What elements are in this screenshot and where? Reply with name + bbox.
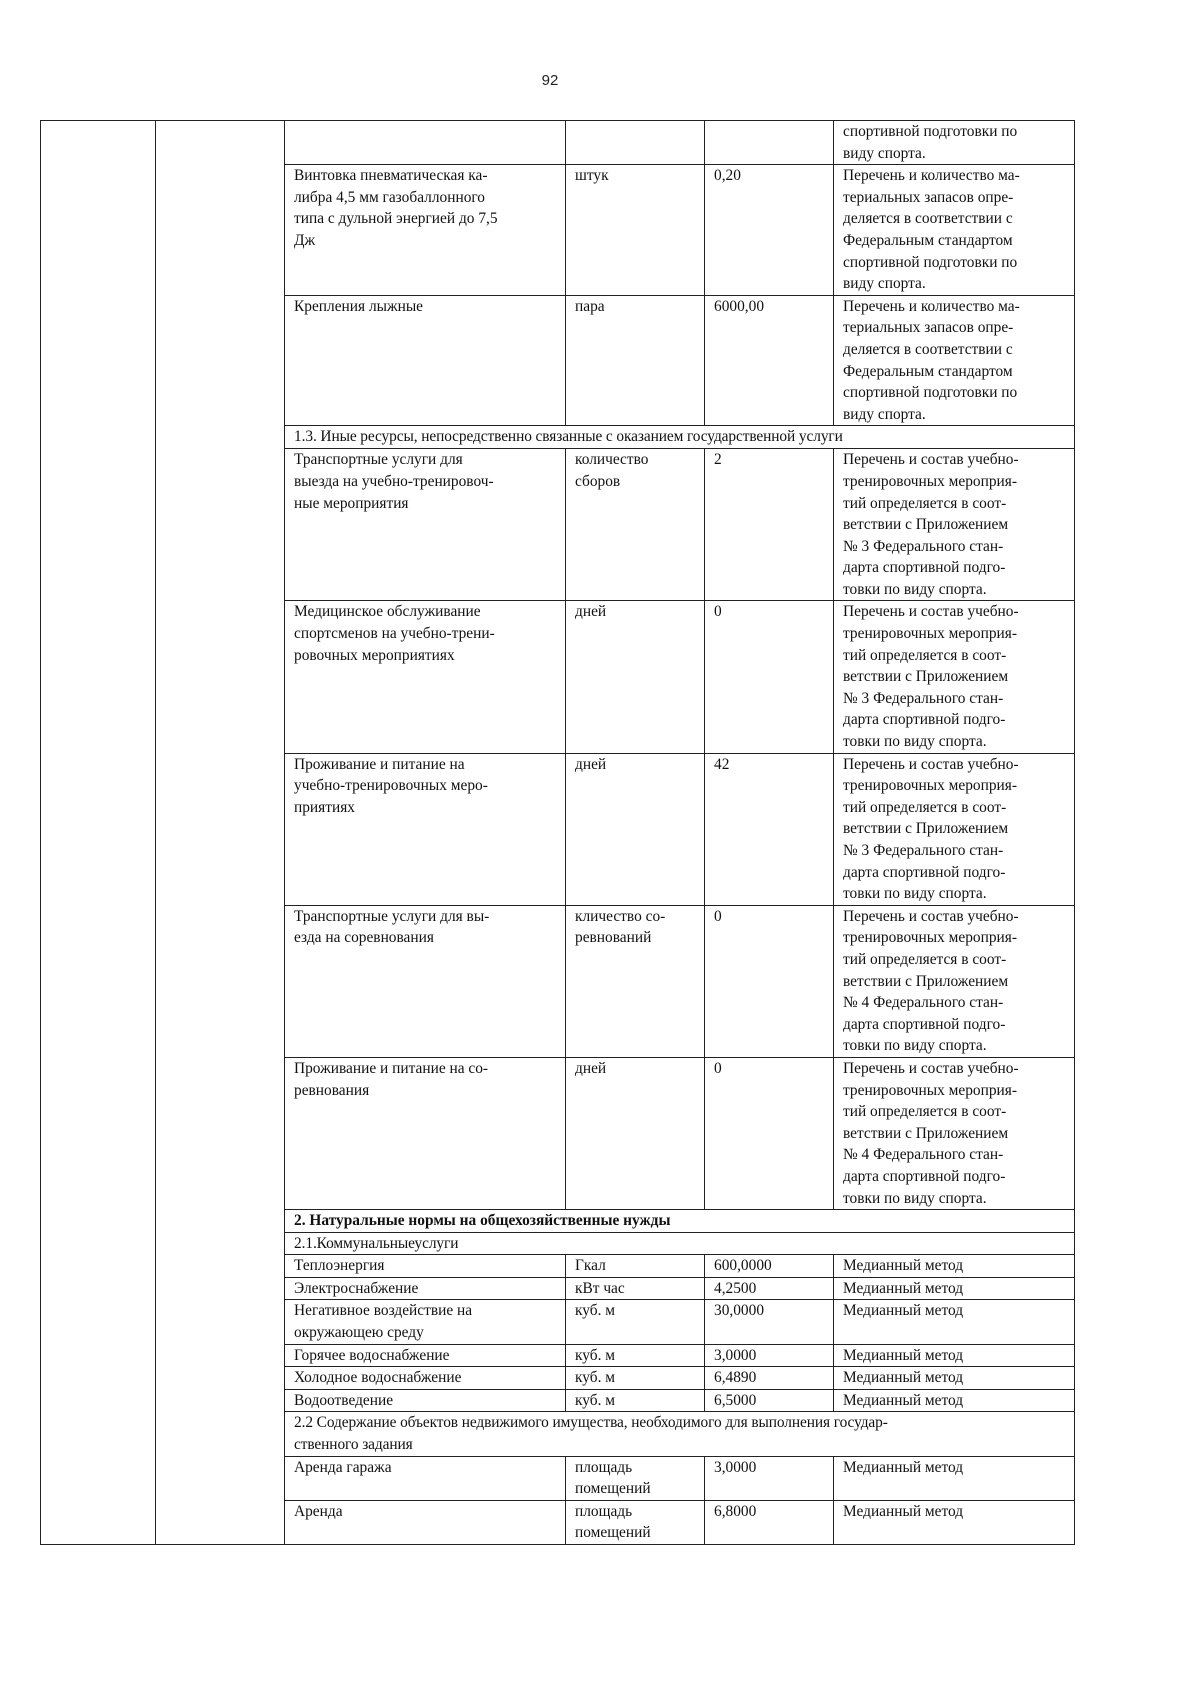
note-cell: Перечень и количество ма- териальных запасов опре- деляется в соответствии с Федеральным стандартом спортивной подготовки по виду спорта. [834,295,1075,426]
value-cell: 30,0000 [705,1300,834,1344]
unit-cell: дней [566,1057,705,1209]
unit-cell: кВт час [566,1277,705,1300]
note-cell: Медианный метод [834,1500,1075,1544]
value-cell: 4,2500 [705,1277,834,1300]
blank-column-2 [156,121,285,1545]
unit-cell: Гкал [566,1255,705,1278]
unit-cell: кличество со- ревнований [566,905,705,1057]
value-cell: 0 [705,601,834,753]
unit-cell: штук [566,165,705,296]
unit-cell: куб. м [566,1389,705,1412]
value-cell: 0 [705,1057,834,1209]
resource-name-cell: Транспортные услуги для выезда на учебно-тренировоч- ные мероприятия [285,449,566,601]
unit-cell: дней [566,601,705,753]
subsection-heading: 2.2 Содержание объектов недвижимого имущества, необходимого для выполнения государ- ственного задания [285,1412,1075,1456]
note-cell: Медианный метод [834,1255,1075,1278]
unit-cell: куб. м [566,1367,705,1390]
resource-name-cell: Аренда гаража [285,1456,566,1500]
unit-cell: пара [566,295,705,426]
resource-name-cell: Горячее водоснабжение [285,1344,566,1367]
resource-name-cell: Проживание и питание на учебно-тренировочных меро- приятиях [285,753,566,905]
value-cell: 42 [705,753,834,905]
note-cell: Медианный метод [834,1456,1075,1500]
section-heading: 2. Натуральные нормы на общехозяйственные нужды [285,1210,1075,1233]
note-cell: Перечень и состав учебно- тренировочных мероприя- тий определяется в соот- ветствии с Приложением № 4 Федерального стан- дарта спортивной подго- товки по виду спорта. [834,905,1075,1057]
resource-name-cell: Транспортные услуги для вы- езда на соревнования [285,905,566,1057]
resource-name-cell: Холодное водоснабжение [285,1367,566,1390]
resource-name-cell [285,121,566,165]
note-cell: Перечень и состав учебно- тренировочных мероприя- тий определяется в соот- ветствии с Приложением № 4 Федерального стан- дарта спортивной подго- товки по виду спорта. [834,1057,1075,1209]
unit-cell: куб. м [566,1300,705,1344]
resource-name-cell: Негативное воздействие на окружающею среду [285,1300,566,1344]
note-cell: Перечень и количество ма- териальных запасов опре- деляется в соответствии с Федеральным стандартом спортивной подготовки по виду спорта. [834,165,1075,296]
blank-column-1 [41,121,156,1545]
value-cell: 600,0000 [705,1255,834,1278]
resource-name-cell: Электроснабжение [285,1277,566,1300]
unit-cell [566,121,705,165]
resource-name-cell: Водоотведение [285,1389,566,1412]
note-cell: Медианный метод [834,1300,1075,1344]
value-cell: 6000,00 [705,295,834,426]
note-cell: Медианный метод [834,1344,1075,1367]
value-cell: 6,4890 [705,1367,834,1390]
value-cell: 2 [705,449,834,601]
note-cell: Медианный метод [834,1367,1075,1390]
value-cell: 0,20 [705,165,834,296]
note-cell: Перечень и состав учебно- тренировочных мероприя- тий определяется в соот- ветствии с Приложением № 3 Федерального стан- дарта спортивной подго- товки по виду спорта. [834,601,1075,753]
table-row [41,121,1075,165]
value-cell: 6,8000 [705,1500,834,1544]
value-cell: 3,0000 [705,1456,834,1500]
unit-cell: количество сборов [566,449,705,601]
resource-name-cell: Теплоэнергия [285,1255,566,1278]
subsection-heading: 1.3. Иные ресурсы, непосредственно связанные с оказанием государственной услуги [285,426,1075,449]
unit-cell: площадь помещений [566,1456,705,1500]
unit-cell: куб. м [566,1344,705,1367]
note-cell: Медианный метод [834,1277,1075,1300]
resource-name-cell: Медицинское обслуживание спортсменов на учебно-трени- ровочных мероприятиях [285,601,566,753]
resource-name-cell: Винтовка пневматическая ка- либра 4,5 мм газобаллонного типа с дульной энергией до 7,5 Дж [285,165,566,296]
resource-name-cell: Аренда [285,1500,566,1544]
value-cell [705,121,834,165]
norms-table [40,120,1075,1545]
note-cell: Перечень и состав учебно- тренировочных мероприя- тий определяется в соот- ветствии с Приложением № 3 Федерального стан- дарта спортивной подго- товки по виду спорта. [834,449,1075,601]
unit-cell: дней [566,753,705,905]
resource-name-cell: Проживание и питание на со- ревнования [285,1057,566,1209]
resource-name-cell: Крепления лыжные [285,295,566,426]
subsection-heading: 2.1.Коммунальныеуслуги [285,1232,1075,1255]
note-cell: Медианный метод [834,1389,1075,1412]
unit-cell: площадь помещений [566,1500,705,1544]
value-cell: 0 [705,905,834,1057]
note-cell: спортивной подготовки по виду спорта. [834,121,1075,165]
value-cell: 6,5000 [705,1389,834,1412]
note-cell: Перечень и состав учебно- тренировочных мероприя- тий определяется в соот- ветствии с Приложением № 3 Федерального стан- дарта спортивной подго- товки по виду спорта. [834,753,1075,905]
page-number: 92 [541,72,559,89]
value-cell: 3,0000 [705,1344,834,1367]
